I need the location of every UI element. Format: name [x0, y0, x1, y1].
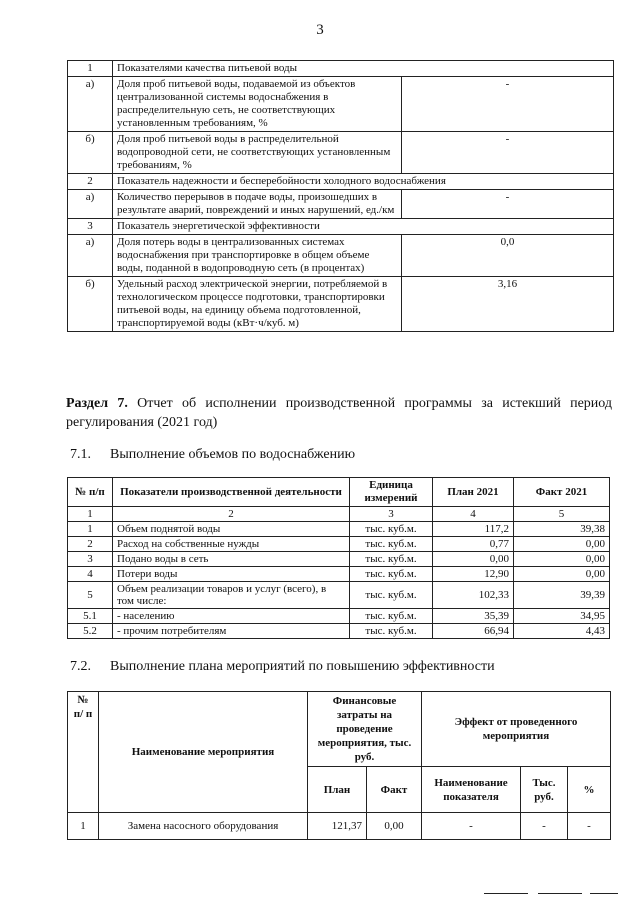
footer-line: [538, 893, 582, 894]
table-row: [68, 624, 610, 639]
row-number: 5.1: [68, 609, 113, 624]
row-text: Показатель надежности и бесперебойности холодного водоснабжения: [113, 174, 614, 190]
subsection-7-2-title: Выполнение плана мероприятий по повышению эффективности: [110, 659, 495, 674]
row-text: Показатель энергетической эффективности: [113, 219, 614, 235]
index-cell: 5: [514, 507, 610, 522]
row-name: Расход на собственные нужды: [113, 537, 350, 552]
header-measure-name: Наименование мероприятия: [99, 692, 308, 813]
row-plan: 12,90: [433, 567, 514, 582]
row-plan: 121,37: [308, 813, 367, 840]
table-row: [68, 190, 614, 219]
table-row: [68, 582, 610, 609]
row-value: -: [402, 77, 614, 132]
efficiency-measures-table: [67, 691, 611, 840]
table-row: [68, 132, 614, 174]
table-row: [68, 277, 614, 332]
index-cell: 1: [68, 507, 113, 522]
row-fact: 34,95: [514, 609, 610, 624]
row-text: Удельный расход электрической энергии, потребляемой в технологическом процессе подготовки, транспортировки питьевой воды, на единицу объема подготовленной, транспортируемой воды (кВт·ч/куб. м): [113, 277, 402, 332]
header-fact: Факт: [367, 767, 422, 813]
table-row: [68, 609, 610, 624]
section-7-heading: [66, 394, 612, 432]
section-7-label: Раздел 7.: [66, 396, 128, 411]
header-plan: План 2021: [433, 478, 514, 507]
row-unit: тыс. куб.м.: [350, 537, 433, 552]
header-costs: Финансовые затраты на проведение мероприятия, тыс. руб.: [308, 692, 422, 767]
page-number: 3: [316, 22, 324, 38]
row-value: 3,16: [402, 277, 614, 332]
row-number: б): [68, 277, 113, 332]
row-measure-name: Замена насосного оборудования: [99, 813, 308, 840]
row-plan: 0,77: [433, 537, 514, 552]
row-name: - прочим потребителям: [113, 624, 350, 639]
row-number: б): [68, 132, 113, 174]
row-indicator: -: [422, 813, 521, 840]
header-thousand-rub: Тыс. руб.: [521, 767, 568, 813]
table-row: [68, 174, 614, 190]
row-number: 3: [68, 552, 113, 567]
row-number: 1: [68, 813, 99, 840]
row-fact: 0,00: [514, 537, 610, 552]
table-row: [68, 567, 610, 582]
header-plan: План: [308, 767, 367, 813]
index-cell: 2: [113, 507, 350, 522]
row-text: Доля проб питьевой воды в распределительной водопроводной сети, не соответствующих установленным требованиям, %: [113, 132, 402, 174]
row-unit: тыс. куб.м.: [350, 567, 433, 582]
row-percent: -: [568, 813, 611, 840]
row-text: Доля потерь воды в централизованных системах водоснабжения при транспортировке в общем объеме воды, поданной в водопроводную сеть (в процентах): [113, 235, 402, 277]
row-number: 4: [68, 567, 113, 582]
table-row: [68, 219, 614, 235]
row-number: 5: [68, 582, 113, 609]
table-row: [68, 77, 614, 132]
header-num: № п/ п: [68, 692, 99, 813]
table-header-row: [68, 692, 611, 767]
row-number: а): [68, 235, 113, 277]
row-fact: 39,38: [514, 522, 610, 537]
row-plan: 66,94: [433, 624, 514, 639]
footer-line: [484, 893, 528, 894]
row-name: Подано воды в сеть: [113, 552, 350, 567]
row-rub: -: [521, 813, 568, 840]
row-text: Доля проб питьевой воды, подаваемой из объектов централизованной системы водоснабжения в распределительную сеть, не соответствующих установленным требованиям, %: [113, 77, 402, 132]
row-plan: 102,33: [433, 582, 514, 609]
row-number: 1: [68, 61, 113, 77]
row-number: 1: [68, 522, 113, 537]
row-value: 0,0: [402, 235, 614, 277]
header-num: № п/п: [68, 478, 113, 507]
row-name: Потери воды: [113, 567, 350, 582]
table-row: [68, 522, 610, 537]
header-effect: Эффект от проведенного мероприятия: [422, 692, 611, 767]
subsection-7-1-number: 7.1.: [70, 447, 91, 462]
table-row: [68, 552, 610, 567]
row-fact: 0,00: [514, 552, 610, 567]
index-cell: 3: [350, 507, 433, 522]
row-plan: 35,39: [433, 609, 514, 624]
row-name: - населению: [113, 609, 350, 624]
row-text: Показателями качества питьевой воды: [113, 61, 614, 77]
row-unit: тыс. куб.м.: [350, 552, 433, 567]
index-row: [68, 507, 610, 522]
row-number: 2: [68, 537, 113, 552]
row-unit: тыс. куб.м.: [350, 522, 433, 537]
header-indicator: Показатели производственной деятельности: [113, 478, 350, 507]
row-name: Объем реализации товаров и услуг (всего), в том числе:: [113, 582, 350, 609]
row-number: 3: [68, 219, 113, 235]
row-name: Объем поднятой воды: [113, 522, 350, 537]
row-unit: тыс. куб.м.: [350, 609, 433, 624]
subsection-7-1-title: Выполнение объемов по водоснабжению: [110, 447, 356, 462]
table-row: [68, 61, 614, 77]
header-unit: Единица измерений: [350, 478, 433, 507]
header-fact: Факт 2021: [514, 478, 610, 507]
row-fact: 0,00: [367, 813, 422, 840]
row-number: а): [68, 190, 113, 219]
row-fact: 4,43: [514, 624, 610, 639]
row-value: -: [402, 190, 614, 219]
row-value: -: [402, 132, 614, 174]
row-text: Количество перерывов в подаче воды, произошедших в результате аварий, повреждений и иных нарушений, ед./км: [113, 190, 402, 219]
row-fact: 0,00: [514, 567, 610, 582]
index-cell: 4: [433, 507, 514, 522]
row-unit: тыс. куб.м.: [350, 582, 433, 609]
header-percent: %: [568, 767, 611, 813]
table-row: [68, 235, 614, 277]
row-plan: 0,00: [433, 552, 514, 567]
subsection-7-2-number: 7.2.: [70, 659, 91, 674]
row-fact: 39,39: [514, 582, 610, 609]
water-supply-volumes-table: [67, 477, 610, 639]
table-row: [68, 813, 611, 840]
table-row: [68, 537, 610, 552]
row-unit: тыс. куб.м.: [350, 624, 433, 639]
header-indicator-name: Наименование показателя: [422, 767, 521, 813]
section-7-text: Отчет об исполнении производственной программы за истекший период регулирования (2021 год): [66, 396, 613, 430]
table-header-row: [68, 478, 610, 507]
row-number: а): [68, 77, 113, 132]
quality-indicators-table: [67, 60, 614, 332]
row-number: 2: [68, 174, 113, 190]
footer-line: [590, 893, 618, 894]
row-plan: 117,2: [433, 522, 514, 537]
row-number: 5.2: [68, 624, 113, 639]
